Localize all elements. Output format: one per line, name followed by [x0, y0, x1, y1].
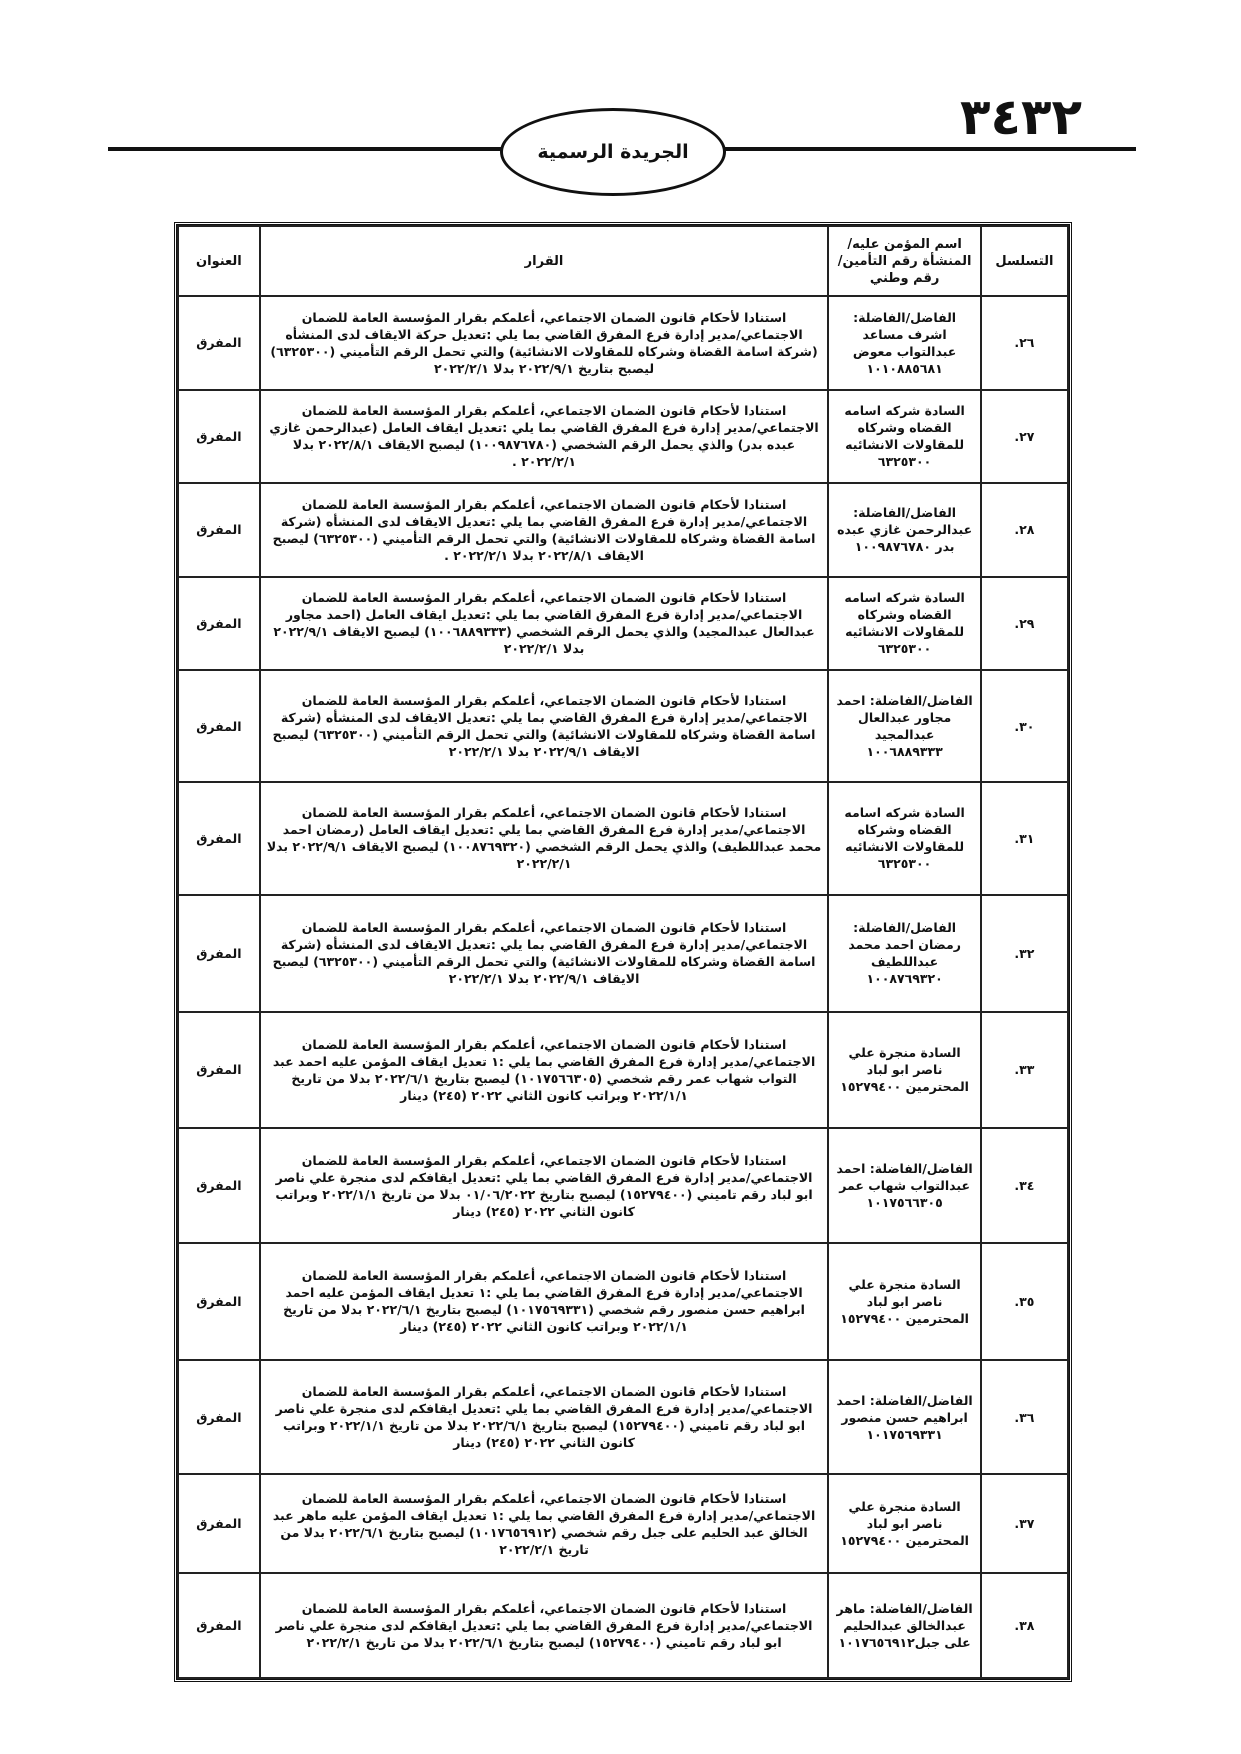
row-decision: استنادا لأحكام قانون الضمان الاجتماعي، أعلمكم بقرار المؤسسة العامة للضمان الاجتماعي/مدير إدارة فرع المفرق القاضي بما يلي :١ تعديل ايقاف المؤمن عليه ماهر عبد الخالق عبد الحليم على جبل رقم شخصي (١٠١٧٦٥٦٩١٢) ليصبح بتاريخ ٢٠٢٢/٦/١ بدلا من تاريخ ٢٠٢٢/٢/١	[260, 1474, 829, 1572]
row-address: المفرق	[178, 1573, 260, 1678]
row-decision: استنادا لأحكام قانون الضمان الاجتماعي، أعلمكم بقرار المؤسسة العامة للضمان الاجتماعي/مدير إدارة فرع المفرق القاضي بما يلي :تعديل الايقاف لدى المنشأه (شركة اسامة القضاة وشركاه للمقاولات الانشائية) والتي تحمل الرقم التأميني (٦٣٢٥٣٠٠) ليصبح الايقاف ٢٠٢٢/٩/١ بدلا ٢٠٢٢/٢/١	[260, 670, 829, 782]
table-row	[178, 390, 1068, 484]
row-insured-name: الفاضل/الفاضلة: عبدالرحمن غازي عبده بدر ١٠٠٩٨٧٦٧٨٠	[828, 483, 981, 577]
table-row	[178, 782, 1068, 894]
row-address: المفرق	[178, 1012, 260, 1129]
row-address: المفرق	[178, 782, 260, 894]
row-decision: استنادا لأحكام قانون الضمان الاجتماعي، أعلمكم بقرار المؤسسة العامة للضمان الاجتماعي/مدير إدارة فرع المفرق القاضي بما يلي :تعديل ايقافكم لدى منجرة علي ناصر ابو لباد رقم تاميني (١٥٢٧٩٤٠٠) ليصبح بتاريخ ٢٠٢٢/٦/١ بدلا من تاريخ ٢٠٢٢/٢/١	[260, 1573, 829, 1678]
row-decision: استنادا لأحكام قانون الضمان الاجتماعي، أعلمكم بقرار المؤسسة العامة للضمان الاجتماعي/مدير إدارة فرع المفرق القاضي بما يلي :تعديل حركة الايقاف لدى المنشأه (شركة اسامة القضاة وشركاه للمقاولات الانشائية) والتي تحمل الرقم التأميني (٦٣٢٥٣٠٠) ليصبح بتاريخ ٢٠٢٢/٩/١ بدلا ٢٠٢٢/٢/١	[260, 296, 829, 390]
table-row	[178, 1573, 1068, 1678]
decisions-table-frame	[174, 222, 1072, 1682]
row-serial: ٣٢.	[981, 895, 1068, 1012]
row-insured-name: الفاضل/الفاضلة: احمد عبدالتواب شهاب عمر ١٠١٧٥٦٦٣٠٥	[828, 1128, 981, 1243]
table-row	[178, 1243, 1068, 1360]
table-row	[178, 1128, 1068, 1243]
row-decision: استنادا لأحكام قانون الضمان الاجتماعي، أعلمكم بقرار المؤسسة العامة للضمان الاجتماعي/مدير إدارة فرع المفرق القاضي بما يلي :تعديل الايقاف لدى المنشأه (شركة اسامة القضاة وشركاه للمقاولات الانشائية) والتي تحمل الرقم التأميني (٦٣٢٥٣٠٠) ليصبح الايقاف ٢٠٢٢/٨/١ بدلا ٢٠٢٢/٢/١ .	[260, 483, 829, 577]
table-row	[178, 577, 1068, 671]
table-row	[178, 296, 1068, 390]
row-address: المفرق	[178, 1128, 260, 1243]
row-address: المفرق	[178, 895, 260, 1012]
row-insured-name: السادة منجرة علي ناصر ابو لباد المحترمين ١٥٢٧٩٤٠٠	[828, 1012, 981, 1129]
row-insured-name: السادة شركه اسامه القضاه وشركاه للمقاولات الانشائيه ٦٣٢٥٣٠٠	[828, 390, 981, 484]
row-insured-name: الفاضل/الفاضلة: رمضان احمد محمد عبداللطيف ١٠٠٨٧٦٩٣٢٠	[828, 895, 981, 1012]
column-header-insured-name: اسم المؤمن عليه/ المنشأة رقم التأمين/ رقم وطني	[828, 226, 981, 296]
table-row	[178, 1012, 1068, 1129]
row-serial: ٣٣.	[981, 1012, 1068, 1129]
row-insured-name: الفاضل/الفاضلة: اشرف مساعد عبدالتواب معوض ١٠١٠٨٨٥٦٨١	[828, 296, 981, 390]
row-serial: ٢٦.	[981, 296, 1068, 390]
column-header-decision: القرار	[260, 226, 829, 296]
table-row	[178, 670, 1068, 782]
row-insured-name: السادة شركه اسامه القضاه وشركاه للمقاولات الانشائيه ٦٣٢٥٣٠٠	[828, 782, 981, 894]
row-decision: استنادا لأحكام قانون الضمان الاجتماعي، أعلمكم بقرار المؤسسة العامة للضمان الاجتماعي/مدير إدارة فرع المفرق القاضي بما يلي :تعديل ايقافكم لدى منجرة علي ناصر ابو لباد رقم تاميني (١٥٢٧٩٤٠٠) ليصبح بتاريخ ٢٠٢٢/٦/١ بدلا من تاريخ ٢٠٢٢/١/١ وبراتب كانون الثاني ٢٠٢٢ (٢٤٥) دينار	[260, 1360, 829, 1475]
row-address: المفرق	[178, 1474, 260, 1572]
row-decision: استنادا لأحكام قانون الضمان الاجتماعي، أعلمكم بقرار المؤسسة العامة للضمان الاجتماعي/مدير إدارة فرع المفرق القاضي بما يلي :تعديل الايقاف لدى المنشأه (شركة اسامة القضاة وشركاه للمقاولات الانشائية) والتي تحمل الرقم التأميني (٦٣٢٥٣٠٠) ليصبح الايقاف ٢٠٢٢/٩/١ بدلا ٢٠٢٢/٢/١	[260, 895, 829, 1012]
table-header-row	[178, 226, 1068, 296]
row-insured-name: الفاضل/الفاضلة: احمد مجاور عبدالعال عبدالمجيد ١٠٠٦٨٨٩٣٣٣	[828, 670, 981, 782]
row-serial: ٣٤.	[981, 1128, 1068, 1243]
row-decision: استنادا لأحكام قانون الضمان الاجتماعي، أعلمكم بقرار المؤسسة العامة للضمان الاجتماعي/مدير إدارة فرع المفرق القاضي بما يلي :١ تعديل ايقاف المؤمن عليه احمد عبد التواب شهاب عمر رقم شخصي (١٠١٧٥٦٦٣٠٥) ليصبح بتاريخ ٢٠٢٢/٦/١ بدلا من تاريخ ٢٠٢٢/١/١ وبراتب كانون الثاني ٢٠٢٢ (٢٤٥) دينار	[260, 1012, 829, 1129]
row-insured-name: السادة منجرة علي ناصر ابو لباد المحترمين ١٥٢٧٩٤٠٠	[828, 1243, 981, 1360]
row-serial: ٣١.	[981, 782, 1068, 894]
column-header-serial: التسلسل	[981, 226, 1068, 296]
column-header-address: العنوان	[178, 226, 260, 296]
row-serial: ٣٥.	[981, 1243, 1068, 1360]
row-address: المفرق	[178, 483, 260, 577]
publication-title: الجريدة الرسمية	[537, 141, 689, 163]
publication-title-oval	[500, 108, 726, 196]
row-serial: ٢٨.	[981, 483, 1068, 577]
row-decision: استنادا لأحكام قانون الضمان الاجتماعي، أعلمكم بقرار المؤسسة العامة للضمان الاجتماعي/مدير إدارة فرع المفرق القاضي بما يلي :١ تعديل ايقاف المؤمن عليه احمد ابراهيم حسن منصور رقم شخصي (١٠١٧٥٦٩٣٣١) ليصبح بتاريخ ٢٠٢٢/٦/١ بدلا من تاريخ ٢٠٢٢/١/١ وبراتب كانون الثاني ٢٠٢٢ (٢٤٥) دينار	[260, 1243, 829, 1360]
table-row	[178, 1474, 1068, 1572]
row-address: المفرق	[178, 577, 260, 671]
table-row	[178, 1360, 1068, 1475]
row-decision: استنادا لأحكام قانون الضمان الاجتماعي، أعلمكم بقرار المؤسسة العامة للضمان الاجتماعي/مدير إدارة فرع المفرق القاضي بما يلي :تعديل ايقافكم لدى منجرة علي ناصر ابو لباد رقم تاميني (١٥٢٧٩٤٠٠) ليصبح بتاريخ ٠١/٠٦/٢٠٢٢ بدلا من تاريخ ٢٠٢٢/١/١ وبراتب كانون الثاني ٢٠٢٢ (٢٤٥) دينار	[260, 1128, 829, 1243]
row-serial: ٣٠.	[981, 670, 1068, 782]
row-serial: ٣٧.	[981, 1474, 1068, 1572]
row-serial: ٣٦.	[981, 1360, 1068, 1475]
row-serial: ٣٨.	[981, 1573, 1068, 1678]
row-insured-name: الفاضل/الفاضلة: احمد ابراهيم حسن منصور ١٠١٧٥٦٩٣٣١	[828, 1360, 981, 1475]
table-body	[178, 296, 1068, 1678]
row-serial: ٢٧.	[981, 390, 1068, 484]
row-serial: ٢٩.	[981, 577, 1068, 671]
row-address: المفرق	[178, 670, 260, 782]
row-insured-name: السادة شركه اسامه القضاه وشركاه للمقاولات الانشائيه ٦٣٢٥٣٠٠	[828, 577, 981, 671]
table-row	[178, 483, 1068, 577]
row-decision: استنادا لأحكام قانون الضمان الاجتماعي، أعلمكم بقرار المؤسسة العامة للضمان الاجتماعي/مدير إدارة فرع المفرق القاضي بما يلي :تعديل ايقاف العامل (عبدالرحمن غازي عبده بدر) والذي يحمل الرقم الشخصي (١٠٠٩٨٧٦٧٨٠) ليصبح الايقاف ٢٠٢٢/٨/١ بدلا ٢٠٢٢/٢/١ .	[260, 390, 829, 484]
row-address: المفرق	[178, 390, 260, 484]
page-number: ٣٤٣٢	[960, 88, 1083, 146]
row-address: المفرق	[178, 1243, 260, 1360]
row-address: المفرق	[178, 296, 260, 390]
row-address: المفرق	[178, 1360, 260, 1475]
row-decision: استنادا لأحكام قانون الضمان الاجتماعي، أعلمكم بقرار المؤسسة العامة للضمان الاجتماعي/مدير إدارة فرع المفرق القاضي بما يلي :تعديل ايقاف العامل (رمضان احمد محمد عبداللطيف) والذي يحمل الرقم الشخصي (١٠٠٨٧٦٩٣٢٠) ليصبح الايقاف ٢٠٢٢/٩/١ بدلا ٢٠٢٢/٢/١	[260, 782, 829, 894]
row-insured-name: الفاضل/الفاضلة: ماهر عبدالخالق عبدالحليم على جبل١٠١٧٦٥٦٩١٢	[828, 1573, 981, 1678]
decisions-table	[177, 225, 1069, 1679]
table-row	[178, 895, 1068, 1012]
row-insured-name: السادة منجرة علي ناصر ابو لباد المحترمين ١٥٢٧٩٤٠٠	[828, 1474, 981, 1572]
row-decision: استنادا لأحكام قانون الضمان الاجتماعي، أعلمكم بقرار المؤسسة العامة للضمان الاجتماعي/مدير إدارة فرع المفرق القاضي بما يلي :تعديل ايقاف العامل (احمد مجاور عبدالعال عبدالمجيد) والذي يحمل الرقم الشخصي (١٠٠٦٨٨٩٣٣٣) ليصبح الايقاف ٢٠٢٢/٩/١ بدلا ٢٠٢٢/٢/١	[260, 577, 829, 671]
